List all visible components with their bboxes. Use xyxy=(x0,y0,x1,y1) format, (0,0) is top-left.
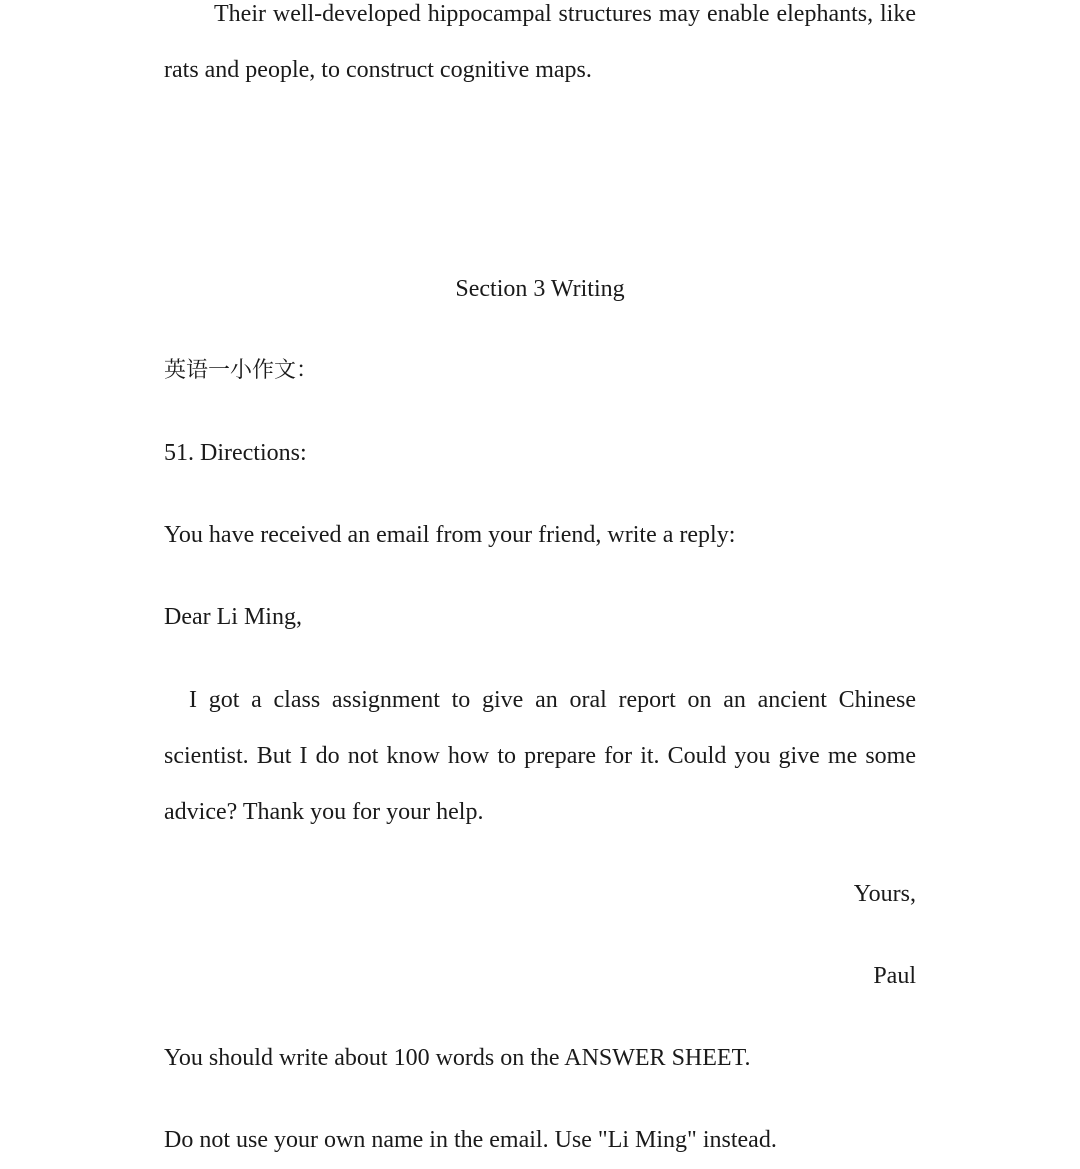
instruction-line: You should write about 100 words on the ANSWER SHEET. xyxy=(164,1045,751,1071)
email-greeting: Dear Li Ming, xyxy=(164,604,302,630)
writing-prompt: You have received an email from your friend, write a reply: xyxy=(164,522,736,548)
section-heading: Section 3 Writing xyxy=(455,276,625,302)
document-page xyxy=(164,0,916,1169)
instruction-line: Do not use your own name in the email. Use "Li Ming" instead. xyxy=(164,1127,777,1153)
paragraph-top: Their well-developed hippocampal structures may enable elephants, like rats and people, to construct cognitive maps. xyxy=(164,1,916,83)
email-closing: Yours, xyxy=(853,881,916,907)
email-body: I got a class assignment to give an oral report on an ancient Chinese scientist. But I do not know how to prepare for it. Could you give me some advice? Thank you for your help. xyxy=(164,687,916,825)
directions-label: 51. Directions: xyxy=(164,440,307,466)
subheading-cn: 英语一小作文： xyxy=(164,358,319,383)
email-signature: Paul xyxy=(873,963,916,989)
